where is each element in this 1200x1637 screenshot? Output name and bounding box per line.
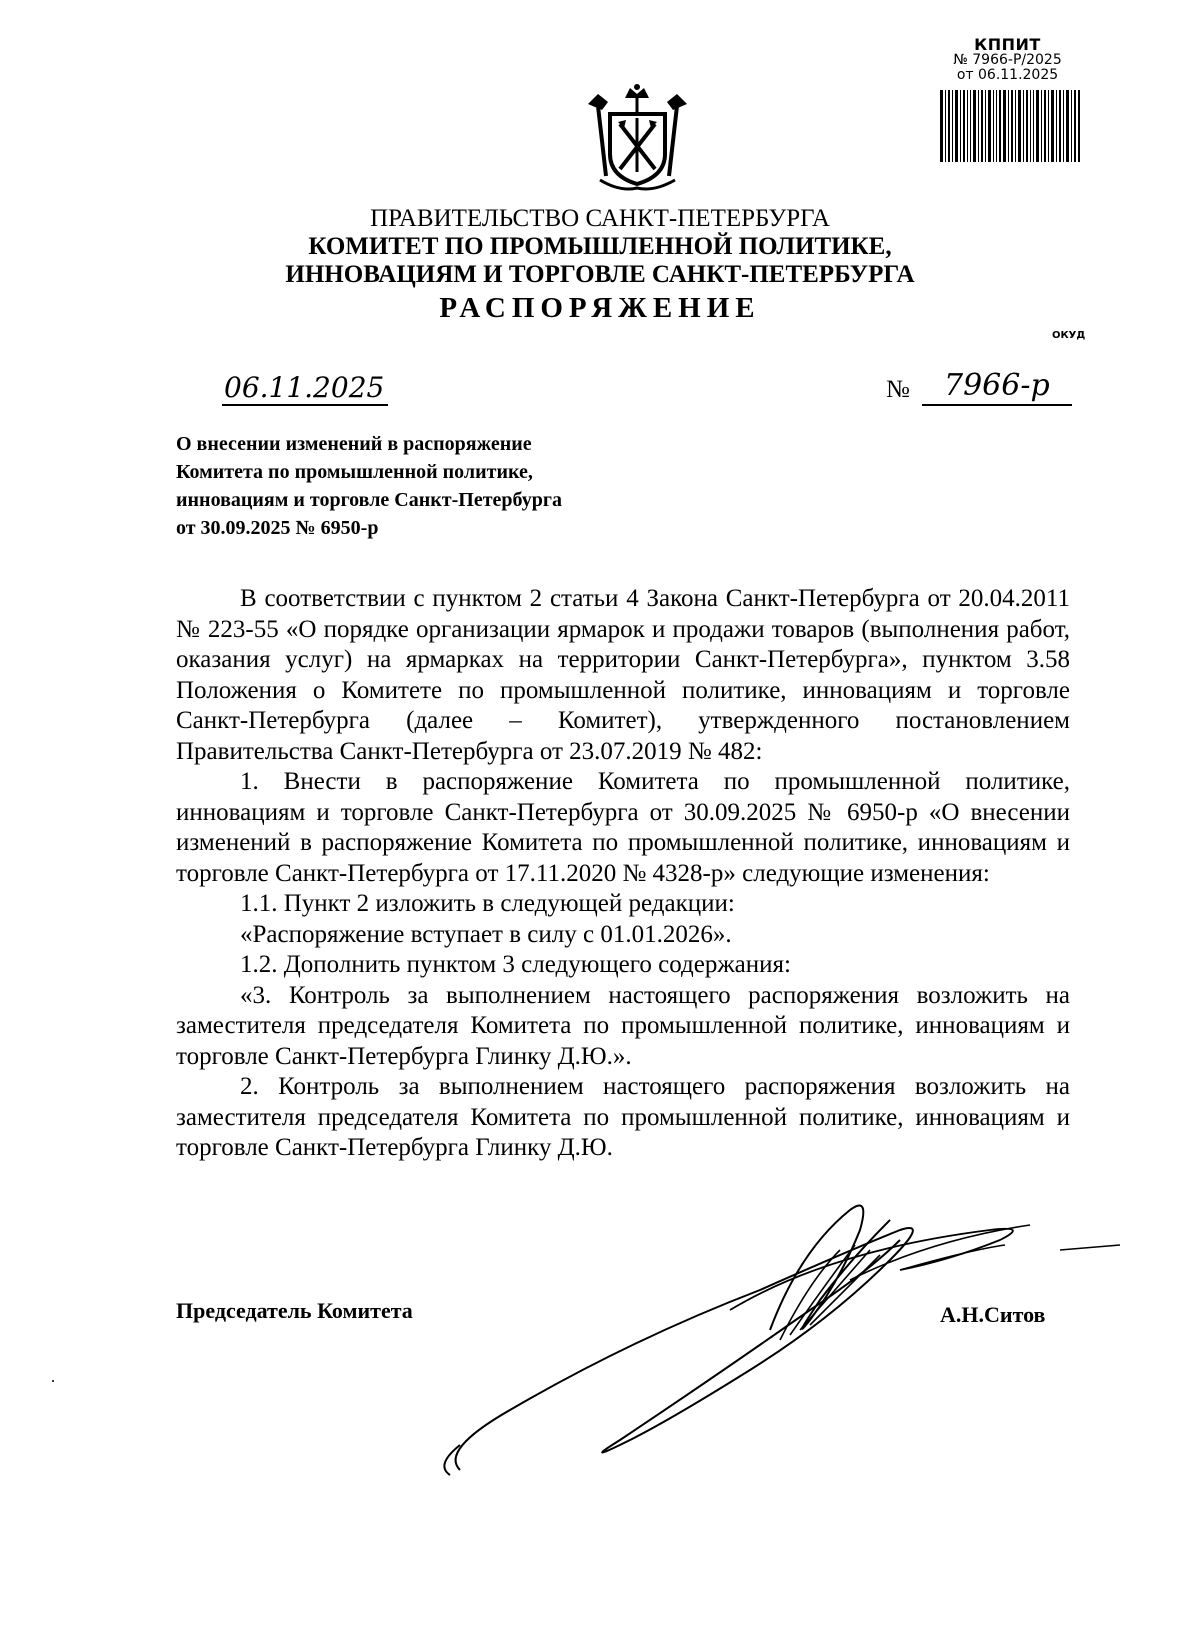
date-underline [222, 404, 388, 406]
document-date: 06.11.2025 [224, 371, 385, 404]
document-number: 7966-р [944, 368, 1050, 403]
coat-of-arms-icon [580, 84, 695, 194]
scan-speck [52, 1380, 54, 1382]
number-underline [922, 404, 1072, 406]
handwritten-signature [430, 1190, 1120, 1490]
okud-label: ОКУД [1052, 330, 1086, 341]
item-1-1-text: «Распоряжение вступает в силу с 01.01.2026». [240, 920, 732, 948]
subject-line: инновациям и торговле Санкт-Петербурга [176, 489, 562, 511]
government-title: ПРАВИТЕЛЬСТВО САНКТ-ПЕТЕРБУРГА [370, 205, 830, 232]
subject-line: от 30.09.2025 № 6950-р [176, 517, 379, 539]
subject-line: О внесении изменений в распоряжение [176, 433, 532, 455]
barcode [940, 90, 1080, 162]
item-1-paragraph: 1. Внести в распоряжение Комитета по промышленной политике, инновациям и торговле Санкт-Петербурга от 30.09.2025 № 6950-р «О внесении изменений в распоряжение Комитета по промышленной политике, инновациям и торговле Санкт-Петербурга от 17.11.2020 № 4328-р» следующие изменения: [176, 768, 1070, 887]
signatory-name: А.Н.Ситов [940, 1302, 1046, 1327]
committee-title-line1: КОМИТЕТ ПО ПРОМЫШЛЕННОЙ ПОЛИТИКЕ, [308, 233, 892, 260]
number-label: № [886, 376, 910, 403]
committee-title-line2: ИННОВАЦИЯМ И ТОРГОВЛЕ САНКТ-ПЕТЕРБУРГА [285, 261, 915, 288]
preamble-paragraph: В соответствии с пунктом 2 статьи 4 Закона Санкт-Петербурга от 20.04.2011 № 223-55 «О порядке организации ярмарок и продажи товаров (выполнения работ, оказания услуг) на ярмарках на территории Санкт-Петербурга», пунктом 3.58 Положения о Комитете по промышленной политике, инновациям и торговле Санкт-Петербурга (далее – Комитет), утвержденного постановлением Правительства Санкт-Петербурга от 23.07.2019 № 482: [176, 585, 1070, 765]
registration-date: от 06.11.2025 [956, 67, 1059, 83]
registration-stamp [930, 36, 1085, 83]
registration-number: № 7966-Р/2025 [953, 52, 1062, 68]
item-1-2-text: «3. Контроль за выполнением настоящего распоряжения возложить на заместителя председателя Комитета по промышленной политике, инновациям и торговле Санкт-Петербурга Глинку Д.Ю.». [176, 981, 1070, 1070]
subject-line: Комитета по промышленной политике, [176, 461, 533, 483]
document-body [176, 584, 1070, 1164]
item-1-2-paragraph: 1.2. Дополнить пунктом 3 следующего содержания: [240, 951, 791, 978]
document-type: РАСПОРЯЖЕНИЕ [439, 292, 761, 324]
item-2-paragraph: 2. Контроль за выполнением настоящего распоряжения возложить на заместителя председателя Комитета по промышленной политике, инновациям и торговле Санкт-Петербурга Глинку Д.Ю. [176, 1073, 1070, 1161]
signatory-title: Председатель Комитета [176, 1298, 413, 1323]
document-subject [176, 430, 696, 542]
item-1-1-paragraph: 1.1. Пункт 2 изложить в следующей редакции: [240, 890, 735, 917]
registration-org: КППИТ [974, 35, 1041, 54]
